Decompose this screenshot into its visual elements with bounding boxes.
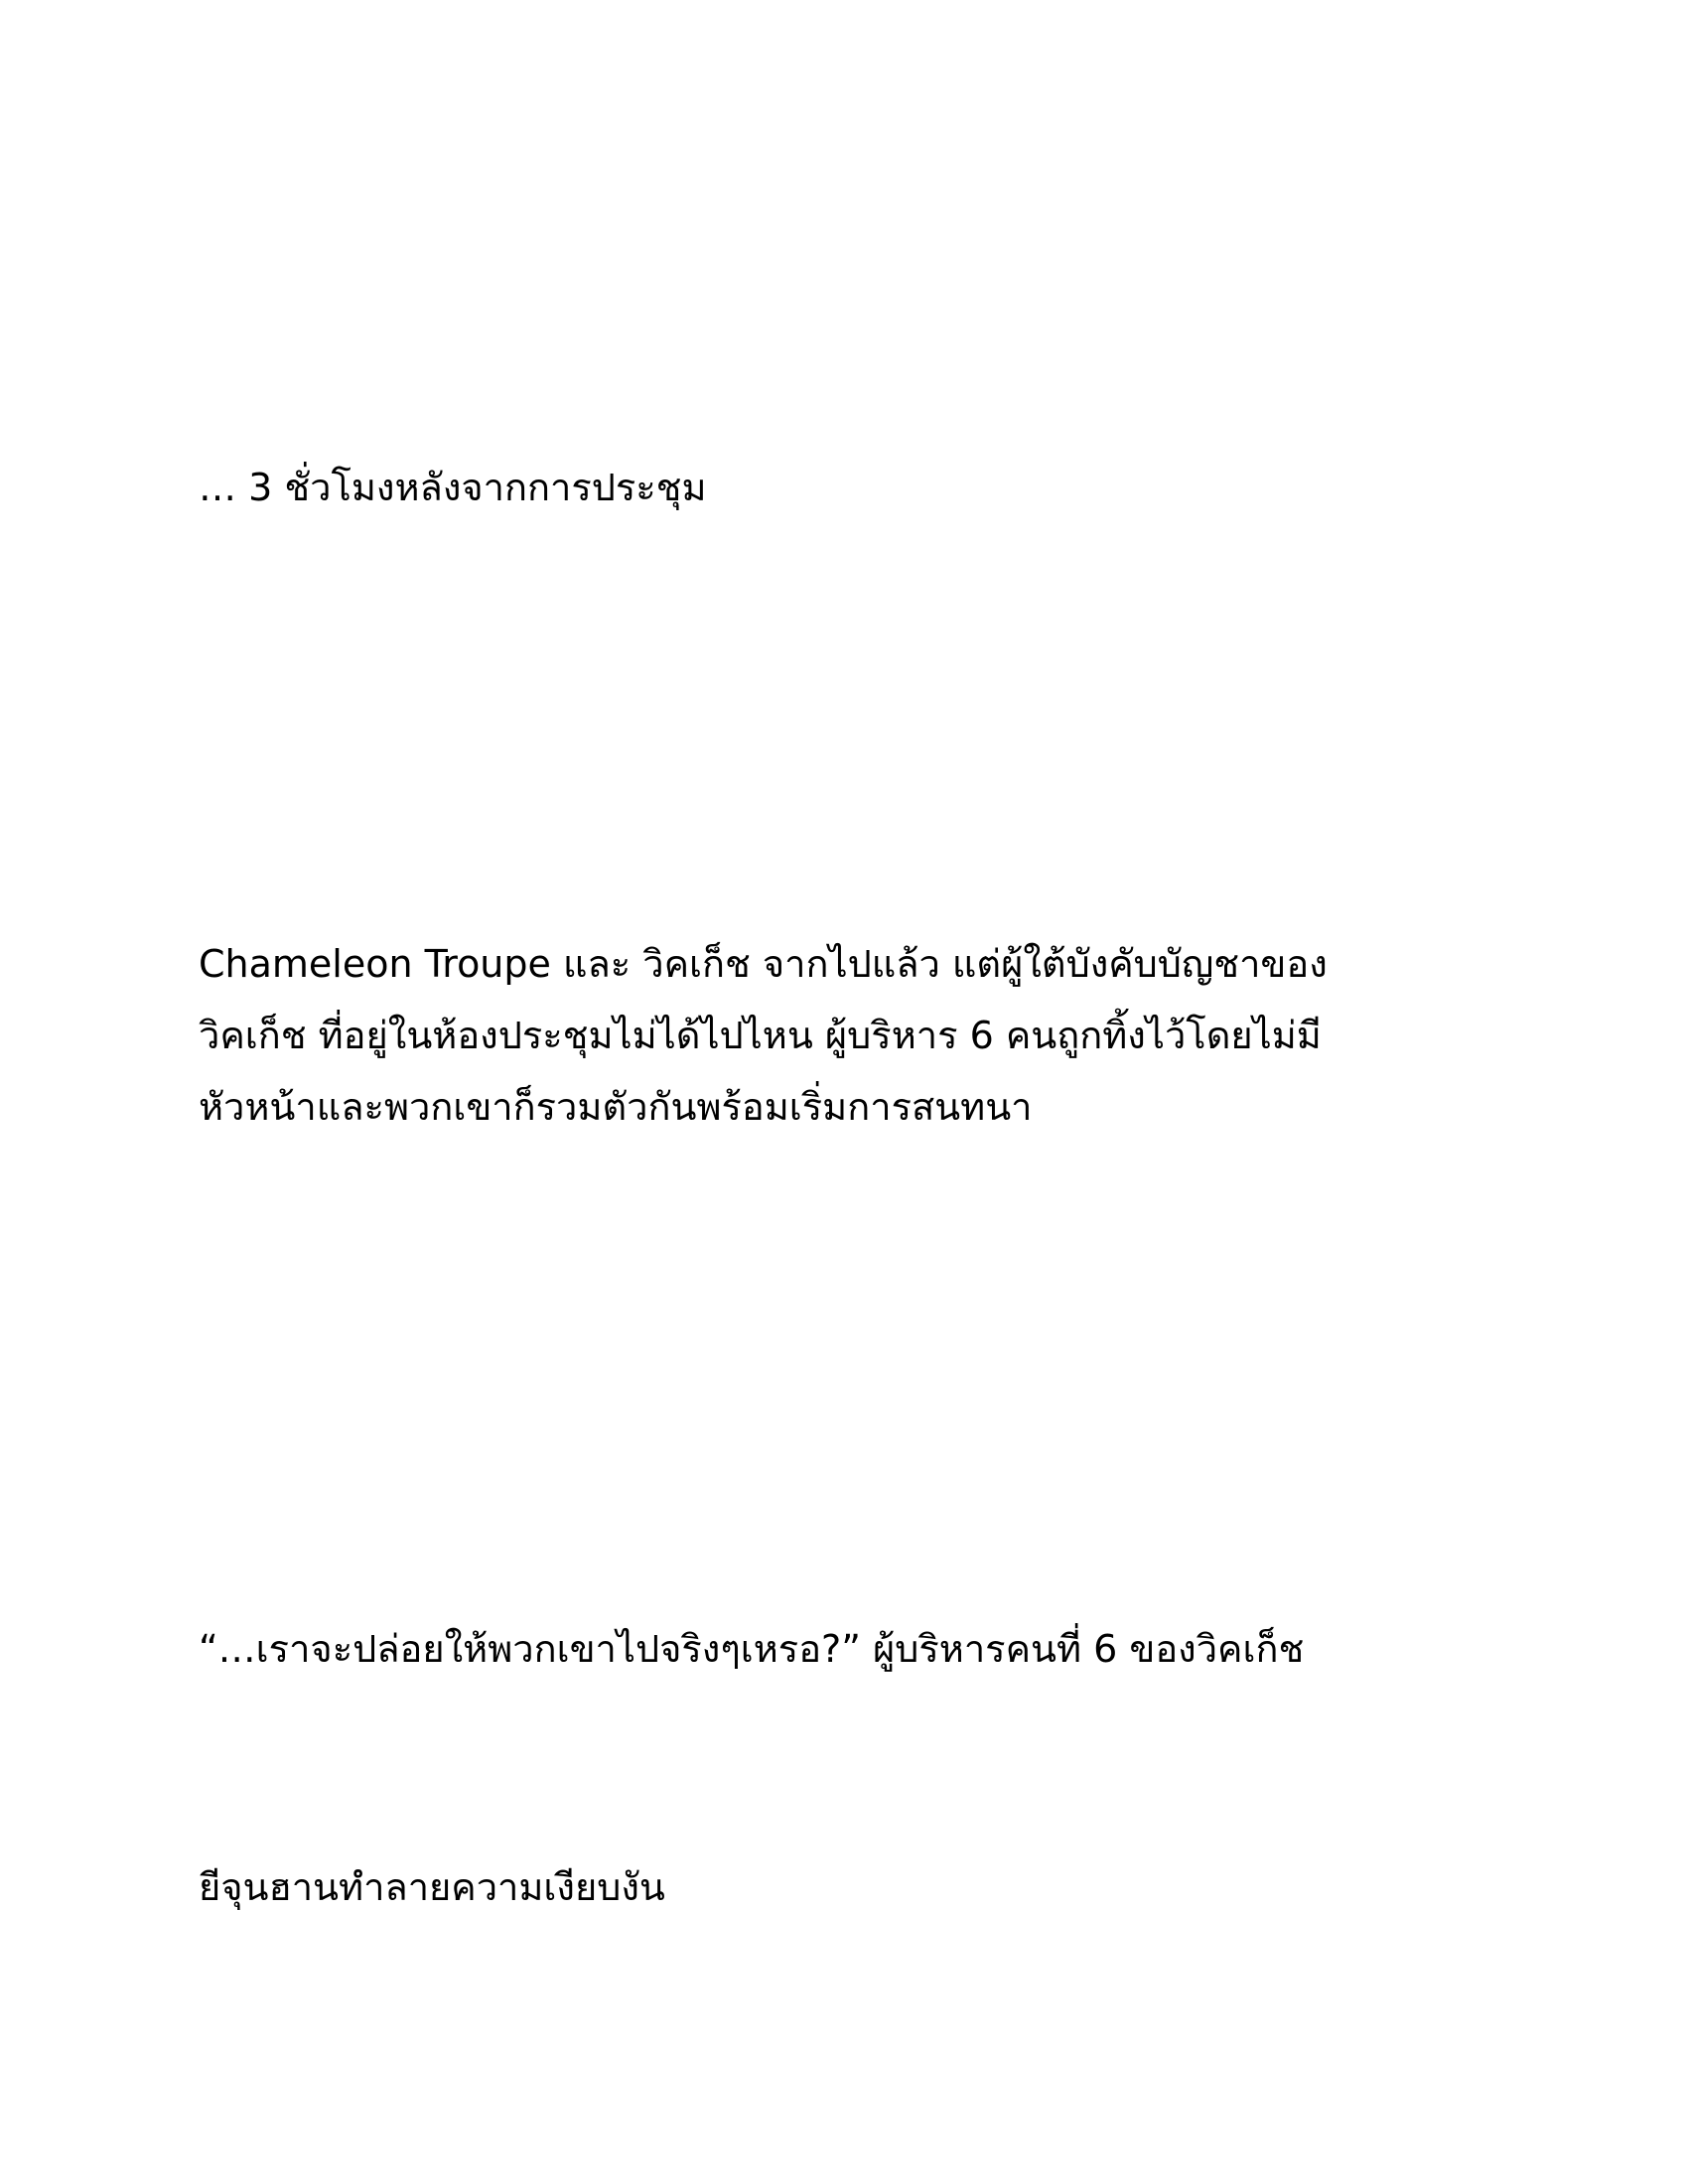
text-line: … 3 ชั่วโมงหลังจากการประชุม (199, 466, 707, 509)
dialogue-paragraph (199, 1613, 1489, 1685)
text-line: “…เราจะปล่อยให้พวกเขาไปจริงๆเหรอ?” ผู้บริหารคนที่ 6 ของวิคเก็ช (199, 1627, 1305, 1671)
text-line: วิคเก็ช ที่อยู่ในห้องประชุมไม่ได้ไปไหน ผู้บริหาร 6 คนถูกทิ้งไว้โดยไม่มี (199, 1014, 1322, 1057)
text-line: หัวหน้าและพวกเขาก็รวมตัวกันพร้อมเริ่มการสนทนา (199, 1085, 1033, 1129)
text-line: ยีจุนฮานทำลายความเงียบงัน (199, 1865, 665, 1909)
narrative-paragraph (199, 1851, 1489, 1923)
text-line: Chameleon Troupe และ วิคเก็ช จากไปแล้ว แต่ผู้ใต้บังคับบัญชาของ (199, 942, 1328, 986)
scene-transition-paragraph (199, 452, 1489, 523)
narrative-paragraph (199, 928, 1489, 1143)
